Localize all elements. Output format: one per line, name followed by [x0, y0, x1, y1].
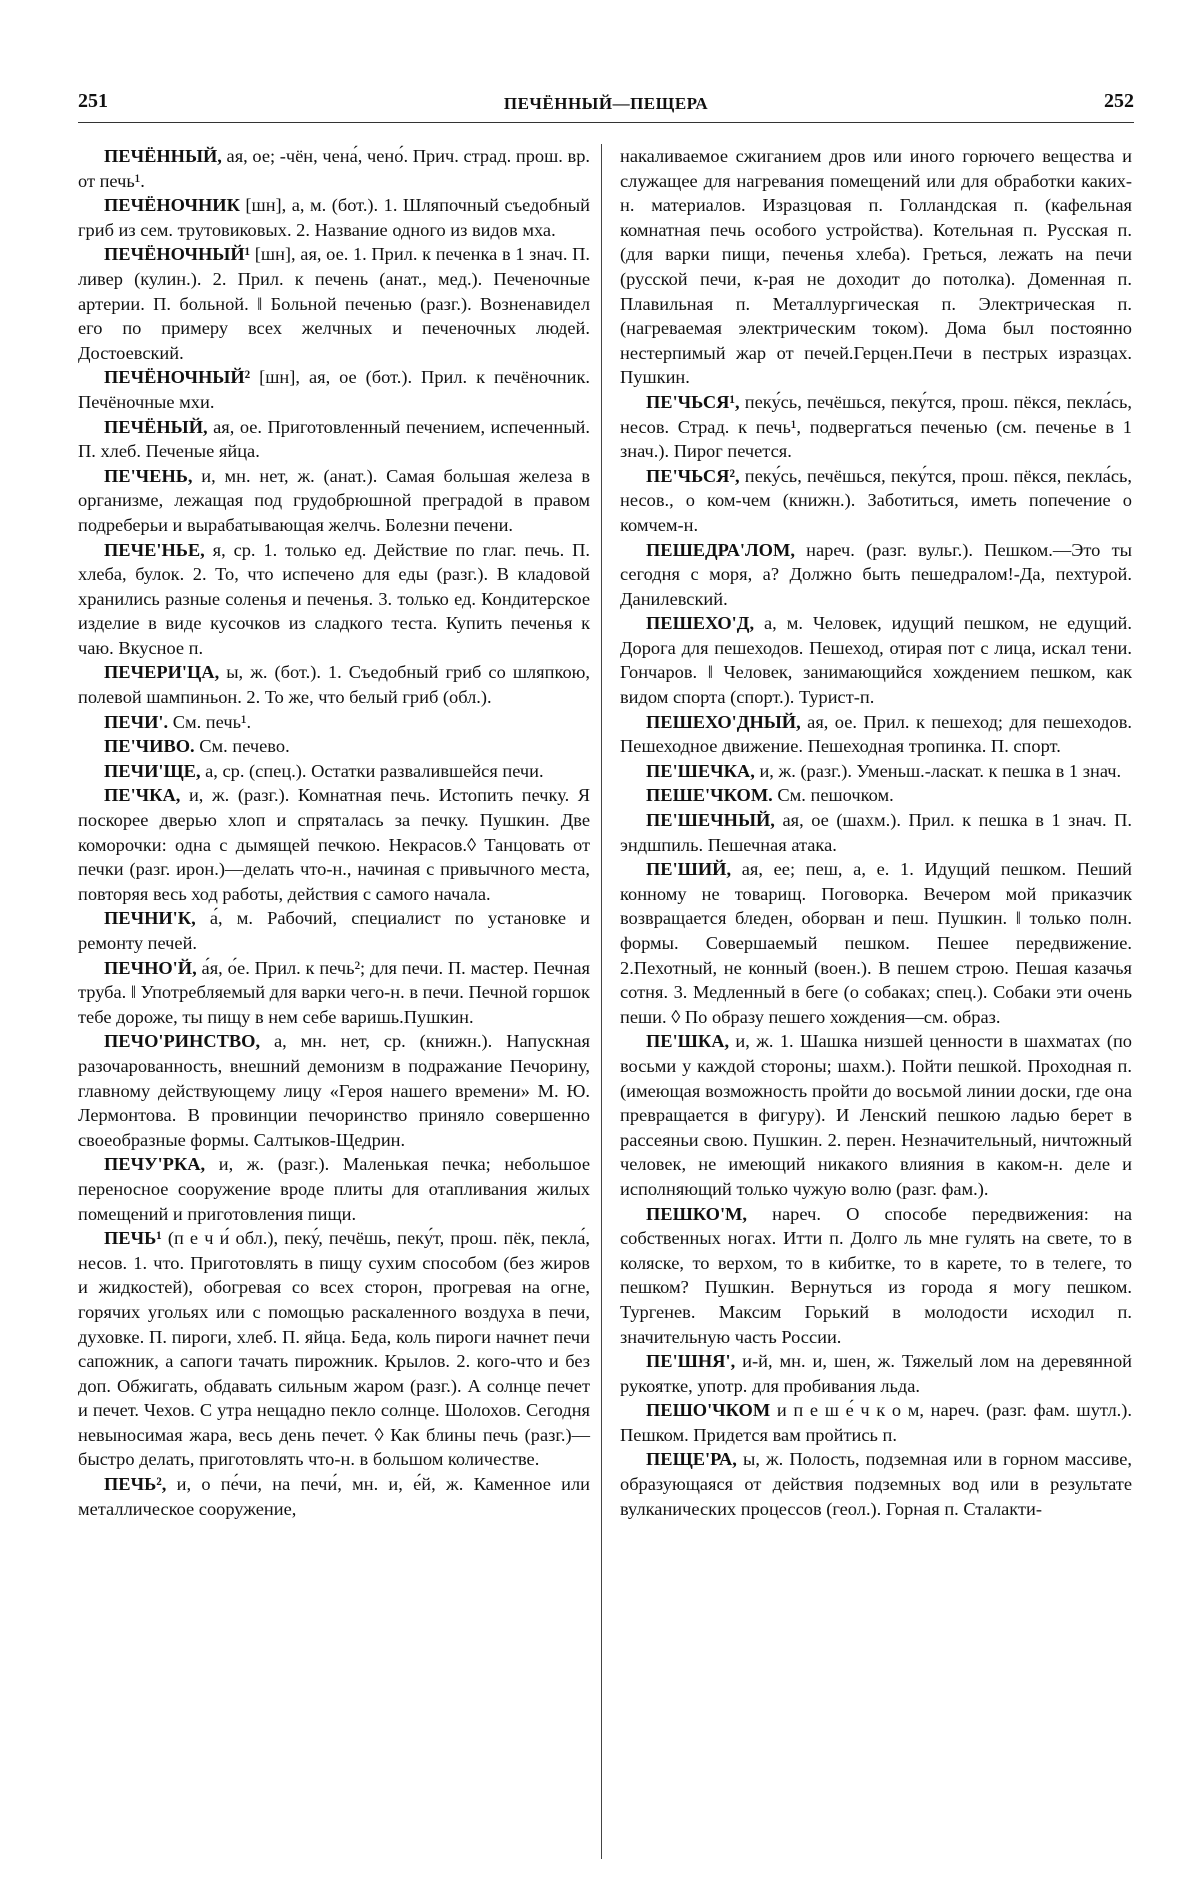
entry-definition: См. пешочком.	[772, 785, 894, 806]
entry-definition: и, ж. (разг.). Уменьш.-ласкат. к пешка в 1 знач.	[754, 760, 1122, 781]
dictionary-entry	[620, 1398, 1132, 1447]
dictionary-entry	[78, 1029, 590, 1152]
dictionary-entry	[78, 464, 590, 538]
entry-definition: я, ср. 1. только ед. Действие по глаг. печь. П. хлеба, булок. 2. То, что испечено для еды (разг.). В кладовой хранились разные соленья и печенья. 3. только ед. Кондитерское изделие в виде кусочков из сладкого теста. Купить печенья к чаю. Вкусное п.	[78, 539, 590, 658]
entry-definition: и-й, мн. и, шен, ж. Тяжелый лом на деревянной рукоятке, употр. для пробивания льда.	[620, 1351, 1132, 1396]
entry-definition: а, ср. (спец.). Остатки развалившейся печи.	[200, 760, 544, 781]
entry-headword: ПЕЧЬ²,	[104, 1474, 167, 1495]
entry-headword: ПЕЧЁНЫЙ,	[104, 416, 208, 437]
page-number-right: 252	[1104, 90, 1134, 112]
entry-definition: [шн], а, м. (бот.). 1. Шляпочный съедобный гриб из сем. трутовиковых. 2. Название одного из видов мха.	[78, 195, 590, 240]
entry-definition: пеку́сь, печёшься, пеку́тся, прош. пёкся, пекла́сь, несов., о ком-чем (книжн.). Заботиться, иметь попечение о комчем-н.	[620, 465, 1132, 535]
entry-headword: ПЕЧЁНОЧНЫЙ²	[104, 367, 251, 388]
dictionary-entry	[78, 660, 590, 709]
entry-headword: ПЕ'ЧЬСЯ²,	[646, 465, 740, 486]
entry-headword: ПЕЧЕРИ'ЦА,	[104, 662, 220, 683]
entry-definition: ы, ж. (бот.). 1. Съедобный гриб со шляпкою, полевой шампиньон. 2. То же, что белый гриб (обл.).	[78, 662, 590, 708]
dictionary-entry	[620, 808, 1132, 857]
entry-definition: и, ж. (разг.). Комнатная печь. Истопить печку. Я поскорее дверью хлоп и спряталась за печку. Пушкин. Две коморочки: одна с дымящей печкою. Некрасов.◊ Танцовать от печки (разг. ирон.)—делать что-н., начиная с привычного места, повторяя весь ход работы, действия с самого начала.	[78, 785, 590, 904]
entry-definition: ая, ее; пеш, а, е. 1. Идущий пешком. Пеший конному не товарищ. Поговорка. Вечером мой приказчик возвращается бледен, оборван и пеш. Пушкин. ‖ только полн. формы. Совершаемый пешком. Пешее передвижение. 2.Пехотный, не конный (воен.). В пешем строю. Пешая казачья сотня. 3. Медленный в беге (о собаках; спец.). Собаки эти очень пеши. ◊ По образу пешего хождения—см. образ.	[620, 859, 1132, 1027]
dictionary-entry	[78, 759, 590, 784]
entry-definition: нареч. О способе передвижения: на собственных ногах. Итти п. Долго ль мне гулять на свете, то в коляске, то верхом, то в кибитке, то в карете, то в телеге, то пешком? Пушкин. Вернуться из города я могу пешком. Тургенев. Максим Горький в молодости исходил п. значительную часть России.	[620, 1203, 1132, 1347]
entry-headword: ПЕЧЬ¹	[104, 1228, 162, 1249]
entry-definition: ая, ое. Прил. к пешеход; для пешеходов. Пешеходное движение. Пешеходная тропинка. П. спорт.	[620, 711, 1132, 757]
entry-headword: ПЕ'ШКА,	[646, 1031, 730, 1052]
entry-definition: См. печь¹.	[168, 711, 252, 732]
entry-headword: ПЕШЕДРА'ЛОМ,	[646, 539, 795, 560]
entry-headword: ПЕШО'ЧКОМ	[646, 1400, 771, 1421]
entry-definition: пеку́сь, печёшься, пеку́тся, прош. пёкся, пекла́сь, несов. Страд. к печь¹, подвергаться печенью (см. печенье в 1 знач.). Пирог печется.	[620, 391, 1132, 462]
entry-definition: ая, ое. Приготовленный печением, испеченный. П. хлеб. Печеные яйца.	[78, 416, 590, 462]
entry-headword: ПЕ'ЧКА,	[104, 785, 181, 806]
entry-definition: См. печево.	[194, 736, 290, 757]
entry-headword: ПЕШЕХО'Д,	[646, 613, 755, 634]
entry-headword: ПЕ'ШИЙ,	[646, 859, 732, 880]
entry-definition: нареч. (разг. вульг.). Пешком.—Это ты сегодня с моря, а? Должно быть пешедралом!-Да, пехтурой. Данилевский.	[620, 539, 1132, 609]
dictionary-entry	[620, 783, 1132, 808]
entry-definition: (п е ч и́ обл.), пеку́, печёшь, пеку́т, прош. пёк, пекла́, несов. 1. что. Приготовлять в пищу сухим способом (без жиров и жидкостей), обогревая со всех сторон, прогревая на огне, горячих угольях или с помощью раскаленного воздуха в печи, духовке. П. пироги, хлеб. П. яйца. Беда, коль пироги начнет печи сапожник, а сапоги тачать пирожник. Крылов. 2. кого-что и без доп. Обжигать, обдавать сильным жаром (разг.). А солнце печет и печет. Чехов. С утра нещадно пекло солнце. Шолохов. Сегодня невыносимая жара, весь день печет. ◊ Как блины печь (разг.)—быстро делать, приготовлять что-н. в большом количестве.	[78, 1228, 590, 1470]
entry-headword: ПЕ'ШЕЧНЫЙ,	[646, 810, 775, 831]
dictionary-entry	[78, 365, 590, 414]
dictionary-entry	[78, 242, 590, 365]
dictionary-entry	[620, 538, 1132, 612]
entry-headword: ПЕЧНИ'К,	[104, 908, 196, 929]
entry-definition: и, мн. нет, ж. (анат.). Самая большая железа в организме, лежащая под грудобрюшной преградой в правом подреберьи и вырабатывающая желчь. Болезни печени.	[78, 465, 590, 535]
entry-headword: ПЕЧО'РИНСТВО,	[104, 1031, 261, 1052]
left-column	[78, 144, 590, 1521]
dictionary-entry	[78, 415, 590, 464]
entry-definition: а́, м. Рабочий, специалист по установке и ремонту печей.	[78, 908, 590, 953]
entry-headword: ПЕЧИ'ЩЕ,	[104, 760, 201, 781]
entry-headword: ПЕШЕ'ЧКОМ.	[646, 785, 773, 806]
entry-definition: ая, ое; -чён, чена́, чено́. Прич. страд. прош. вр. от печь¹.	[78, 146, 590, 191]
entry-definition: а, мн. нет, ср. (книжн.). Напускная разочарованность, внешний демонизм в подражание Печорину, главному действующему лицу «Героя нашего времени» М. Ю. Лермонтова. В провинции печоринство приняло совершенно своеобразные формы. Салтыков-Щедрин.	[78, 1031, 590, 1150]
dictionary-entry	[620, 1202, 1132, 1350]
dictionary-entry	[620, 857, 1132, 1029]
dictionary-entry	[620, 464, 1132, 538]
dictionary-entry	[78, 538, 590, 661]
entry-definition: накаливаемое сжиганием дров или иного горючего вещества и служащее для нагревания помещений или для обработки каких-н. материалов. Изразцовая п. Голландская п. (кафельная комнатная печь особого устройства). Котельная п. Русская п. (для варки пищи, печенья хлеба). Греться, лежать на печи (русской печи, к-рая не доходит до потолка). Доменная п. Плавильная п. Металлургическая п. Электрическая п. (нагреваемая электрическим током). Дома был постоянно нестерпимый жар от печей.Герцен.Печи в пестрых изразцах. Пушкин.	[620, 146, 1132, 388]
running-title: ПЕЧЁННЫЙ—ПЕЩЕРА	[503, 94, 709, 113]
entry-headword: ПЕШКО'М,	[646, 1203, 748, 1224]
entry-definition: [шн], ая, ое (бот.). Прил. к печёночник. Печёночные мхи.	[78, 367, 590, 412]
page-number-left: 251	[78, 90, 108, 112]
entry-headword: ПЕЧИ'.	[104, 711, 169, 732]
dictionary-entry	[78, 1472, 590, 1521]
dictionary-entry	[78, 906, 590, 955]
dictionary-entry	[78, 710, 590, 735]
entry-definition: и, ж. 1. Шашка низшей ценности в шахматах (по восьми у каждой стороны; шахм.). Пойти пешкой. Проходная п. (имеющая возможность пройти до восьмой линии доски, где она превращается в фигуру). И Ленский пешкою ладью берет в рассеяньи свою. Пушкин. 2. перен. Незначительный, ничтожный человек, не имеющий никакого влияния в каком-н. деле и исполняющий только чужую волю (разг. фам.).	[620, 1031, 1132, 1199]
dictionary-entry	[78, 1226, 590, 1472]
entry-headword: ПЕ'ЧИВО.	[104, 736, 195, 757]
dictionary-entry	[78, 783, 590, 906]
right-column	[620, 144, 1132, 1521]
entry-definition: ы, ж. Полость, подземная или в горном массиве, образующаяся от действия подземных вод или в результате вулканических процессов (геол.). Горная п. Сталакти-	[620, 1449, 1132, 1519]
entry-headword: ПЕЩЕ'РА,	[646, 1449, 737, 1470]
column-divider	[601, 144, 602, 1859]
entry-definition: а, м. Человек, идущий пешком, не едущий. Дорога для пешеходов. Пешеход, отирая пот с лица, искал тени. Гончаров. ‖ Человек, занимающийся хождением пешком, как видом спорта (спорт.). Турист-п.	[620, 613, 1132, 708]
entry-headword: ПЕЧЁННЫЙ,	[104, 146, 222, 166]
entry-definition: ая, ое (шахм.). Прил. к пешка в 1 знач. П. эндшпиль. Пешечная атака.	[620, 810, 1132, 855]
dictionary-entry	[620, 390, 1132, 464]
entry-headword: ПЕЧУ'РКА,	[104, 1154, 206, 1175]
entry-headword: ПЕЧЁНОЧНИК	[104, 195, 240, 216]
entry-headword: ПЕЧЁНОЧНЫЙ¹	[104, 244, 251, 265]
entry-headword: ПЕЧНО'Й,	[104, 957, 197, 978]
dictionary-entry	[620, 710, 1132, 759]
entry-headword: ПЕЧЕ'НЬЕ,	[104, 539, 205, 560]
dictionary-entry	[620, 611, 1132, 709]
dictionary-entry	[78, 193, 590, 242]
entry-headword: ПЕШЕХО'ДНЫЙ,	[646, 711, 801, 732]
entry-headword: ПЕ'ШЕЧКА,	[646, 760, 755, 781]
dictionary-entry	[78, 144, 590, 193]
dictionary-entry	[78, 1152, 590, 1226]
dictionary-entry	[78, 956, 590, 1030]
dictionary-entry	[78, 734, 590, 759]
dictionary-entry	[620, 759, 1132, 784]
dictionary-entry	[620, 1349, 1132, 1398]
entry-definition: а́я, о́е. Прил. к печь²; для печи. П. мастер. Печная труба. ‖ Употребляемый для варки чего-н. в печи. Печной горшок тебе дороже, ты пищу в нем себе варишь.Пушкин.	[78, 957, 590, 1027]
entry-definition: и, о пе́чи, на печи́, мн. и, е́й, ж. Каменное или металлическое сооружение,	[78, 1474, 590, 1519]
entry-definition: и п е ш е́ ч к о м, нареч. (разг. фам. шутл.). Пешком. Придется вам пройтись п.	[620, 1400, 1132, 1445]
entry-definition: [шн], ая, ое. 1. Прил. к печенка в 1 знач. П. ливер (кулин.). 2. Прил. к печень (анат., мед.). Печеночные артерии. П. больной. ‖ Больной печенью (разг.). Возненавидел его по примеру всех желчных и печеночных людей. Достоевский.	[78, 244, 590, 363]
page-header	[78, 88, 1134, 123]
entry-headword: ПЕ'ЧЕНЬ,	[104, 465, 193, 486]
dictionary-entry	[620, 1447, 1132, 1521]
entry-definition: и, ж. (разг.). Маленькая печка; небольшое переносное сооружение вроде плиты для отапливания жилых помещений и приготовления пищи.	[78, 1154, 590, 1224]
dictionary-entry	[620, 144, 1132, 390]
entry-headword: ПЕ'ЧЬСЯ¹,	[646, 391, 740, 412]
entry-headword: ПЕ'ШНЯ',	[646, 1351, 736, 1372]
dictionary-entry	[620, 1029, 1132, 1201]
